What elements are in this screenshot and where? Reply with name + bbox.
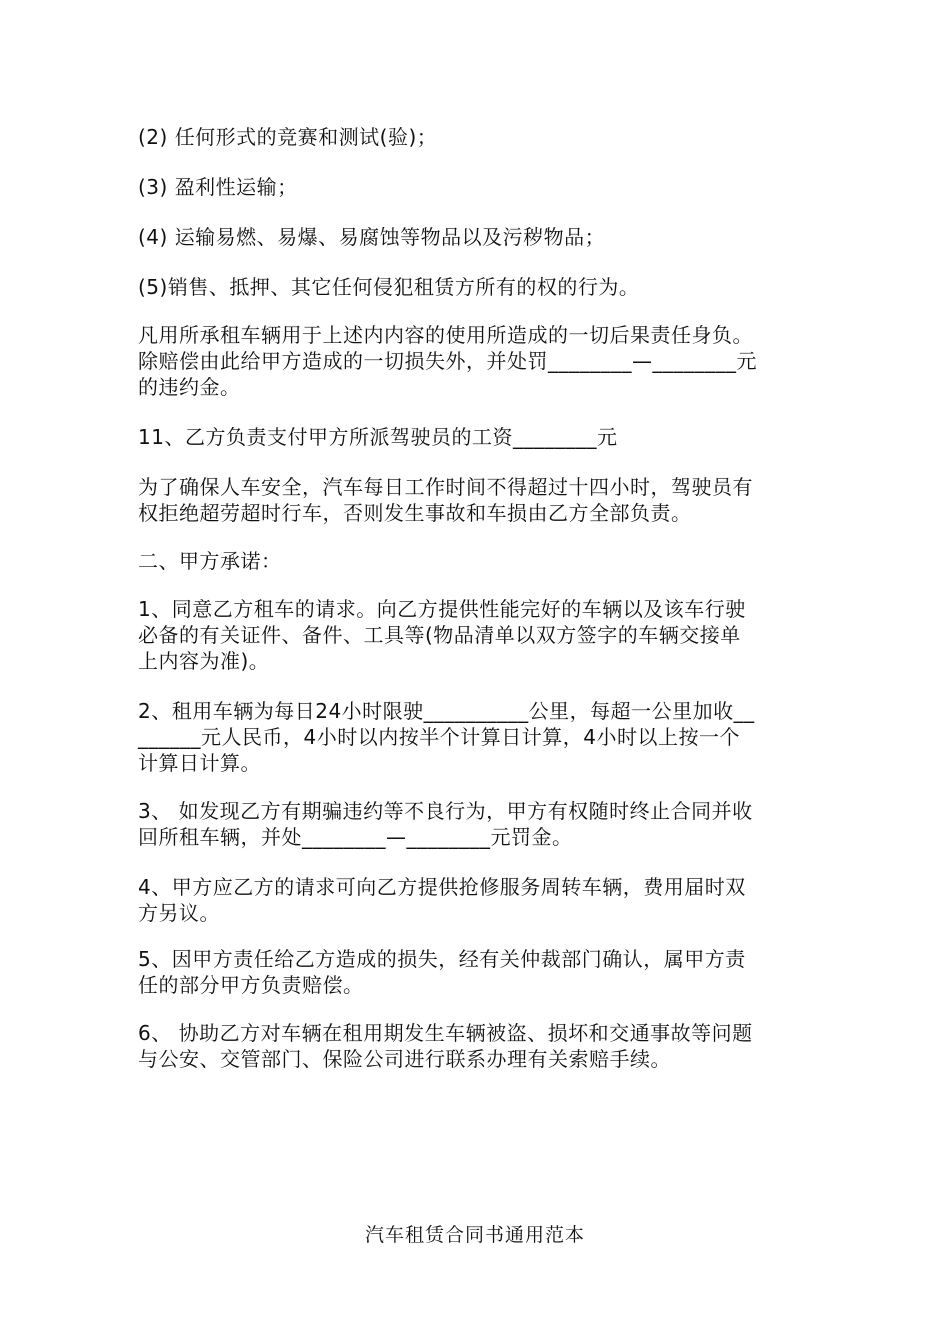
clause-5-sale-mortgage: (5)销售、抵押、其它任何侵犯租赁方所有的权的行为。 xyxy=(138,275,640,299)
commitment-2: 2、租用车辆为每日24小时限驶__________公里，每超一公里加收__ ______元人民币，4小时以内按半个计算日计算，4小时以上按一个 计算日计算。 xyxy=(138,699,755,775)
section-heading-party-a: 二、甲方承诺： xyxy=(138,549,282,573)
working-hours-paragraph: 为了确保人车安全，汽车每日工作时间不得超过十四小时，驾驶员有 权拒绝超劳超时行车，否则发生事故和车损由乙方全部负责。 xyxy=(138,475,753,525)
commitment-6: 6、 协助乙方对车辆在租用期发生车辆被盗、损坏和交通事故等问题 与公安、交管部门、保险公司进行联系办理有关索赔手续。 xyxy=(138,1021,753,1071)
clause-4-hazardous-goods: (4) 运输易燃、易爆、易腐蚀等物品以及污秽物品； xyxy=(138,225,606,249)
commitment-5: 5、因甲方责任给乙方造成的损失，经有关仲裁部门确认，属甲方责 任的部分甲方负责赔偿。 xyxy=(138,947,746,997)
clause-11-driver-wage: 11、乙方负责支付甲方所派驾驶员的工资________元 xyxy=(138,425,618,449)
commitment-4: 4、甲方应乙方的请求可向乙方提供抢修服务周转车辆，费用届时双 方另议。 xyxy=(138,875,746,925)
clause-2-competition: (2) 任何形式的竞赛和测试(验)； xyxy=(138,125,438,149)
clause-3-profit-transport: (3) 盈利性运输； xyxy=(138,175,298,199)
commitment-1: 1、同意乙方租车的请求。向乙方提供性能完好的车辆以及该车行驶 必备的有关证件、备件、工具等(物品清单以双方签字的车辆交接单 上内容为准)。 xyxy=(138,597,746,673)
penalty-paragraph: 凡用所承租车辆用于上述内内容的使用所造成的一切后果责任身负。 除赔偿由此给甲方造成的一切损失外，并处罚________—________元 的违约金。 xyxy=(138,323,757,399)
commitment-3: 3、 如发现乙方有期骗违约等不良行为，甲方有权随时终止合同并收 回所租车辆，并处________—________元罚金。 xyxy=(138,799,753,849)
footer-title: 汽车租赁合同书通用范本 xyxy=(364,1224,585,1246)
